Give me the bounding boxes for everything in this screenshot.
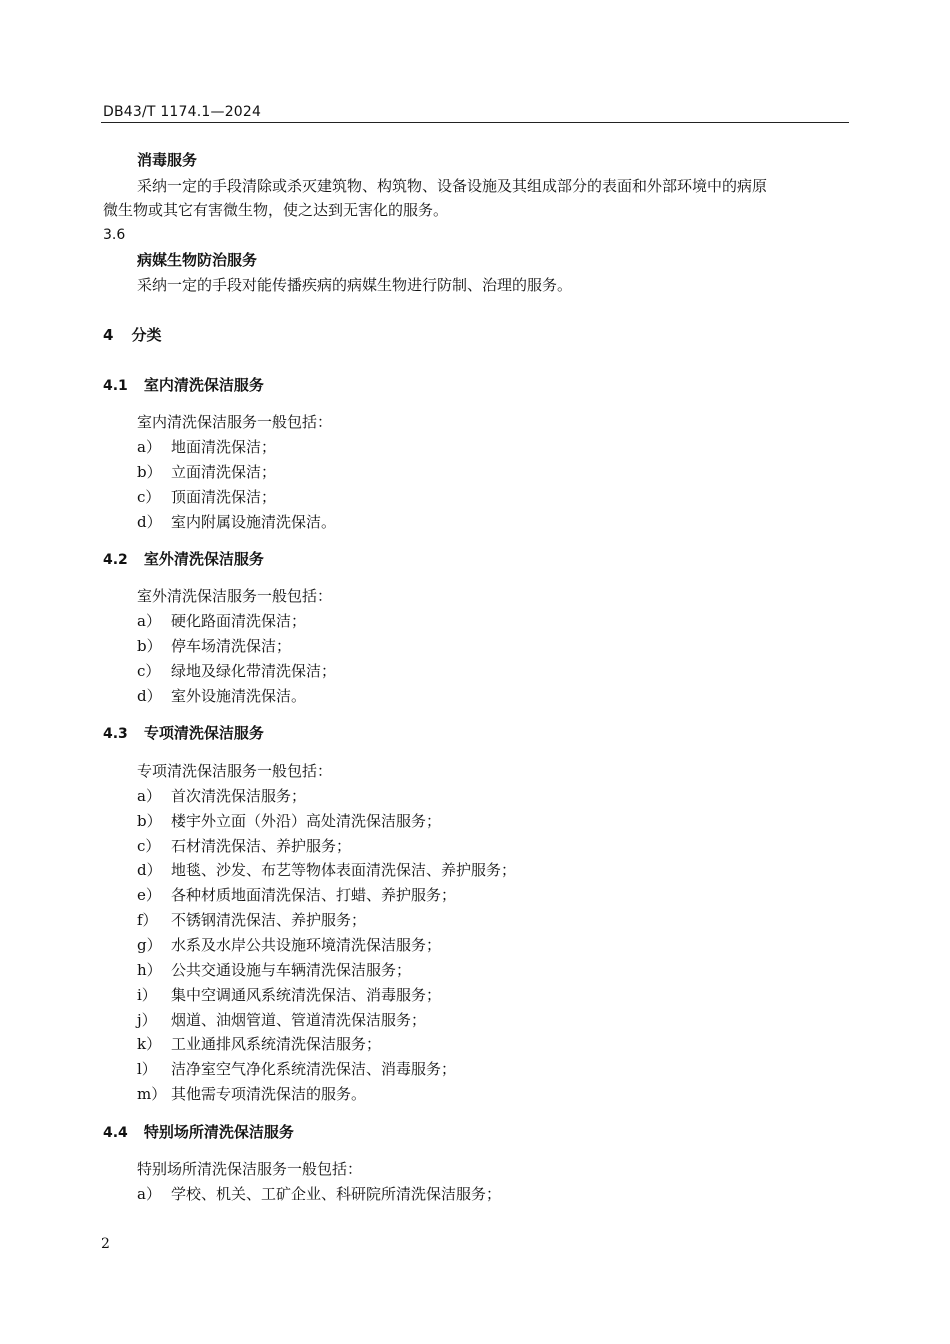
section-heading <box>103 1122 294 1143</box>
list-item-mark: b） <box>137 463 162 481</box>
list-item-text: 不锈钢清洗保洁、养护服务； <box>171 911 367 929</box>
list-item-mark: a） <box>137 1185 161 1203</box>
list-item-text: 绿地及绿化带清洗保洁； <box>171 662 337 680</box>
section-heading <box>103 375 264 396</box>
list-item-mark: a） <box>137 438 161 456</box>
list-item-mark: f） <box>137 911 158 929</box>
list-item-mark: a） <box>137 612 161 630</box>
chapter-heading <box>103 325 161 345</box>
list-item <box>137 935 441 955</box>
list-item <box>137 885 456 905</box>
list-item-text: 烟道、油烟管道、管道清洗保洁服务； <box>171 1011 427 1029</box>
section-number: 4.2 <box>103 552 128 568</box>
list-item-text: 学校、机关、工矿企业、科研院所清洗保洁服务； <box>171 1185 502 1203</box>
list-item-mark: d） <box>137 861 162 879</box>
list-item-mark: c） <box>137 837 161 855</box>
list-item-text: 其他需专项清洗保洁的服务。 <box>171 1085 367 1103</box>
list-item-text: 公共交通设施与车辆清洗保洁服务； <box>171 961 412 979</box>
section-title: 专项清洗保洁服务 <box>143 724 264 742</box>
list-item <box>137 1034 381 1054</box>
list-item-text: 室外设施清洗保洁。 <box>171 687 307 705</box>
list-item-text: 各种材质地面清洗保洁、打蜡、养护服务； <box>171 886 457 904</box>
list-item <box>137 462 276 482</box>
section-intro: 室外清洗保洁服务一般包括： <box>137 587 333 605</box>
list-item-mark: b） <box>137 812 162 830</box>
section-title: 室外清洗保洁服务 <box>143 550 264 568</box>
list-item-mark: m） <box>137 1085 167 1103</box>
list-item <box>137 1010 426 1030</box>
section-intro: 室内清洗保洁服务一般包括： <box>137 413 333 431</box>
list-item-text: 室内附属设施清洗保洁。 <box>171 513 337 531</box>
term-definition-line: 采纳一定的手段对能传播疾病的病媒生物进行防制、治理的服务。 <box>137 276 573 294</box>
section-heading <box>103 549 264 570</box>
list-item-text: 立面清洗保洁； <box>171 463 277 481</box>
list-item-text: 顶面清洗保洁； <box>171 488 277 506</box>
list-item <box>137 811 441 831</box>
section-number: 4.4 <box>103 1125 128 1141</box>
list-item-mark: e） <box>137 886 161 904</box>
list-item-mark: c） <box>137 488 161 506</box>
section-number: 4.3 <box>103 726 128 742</box>
list-item <box>137 636 291 656</box>
list-item-text: 楼宇外立面（外沿）高处清洗保洁服务； <box>171 812 442 830</box>
section-title: 特别场所清洗保洁服务 <box>143 1123 294 1141</box>
term-definition-line: 微生物或其它有害微生物，使之达到无害化的服务。 <box>103 201 449 219</box>
list-item <box>137 860 516 880</box>
list-item <box>137 686 306 706</box>
list-item-mark: l） <box>137 1060 157 1078</box>
list-item <box>137 836 351 856</box>
list-item-mark: d） <box>137 687 162 705</box>
list-item-text: 石材清洗保洁、养护服务； <box>171 837 352 855</box>
list-item-mark: k） <box>137 1035 162 1053</box>
list-item-text: 停车场清洗保洁； <box>171 637 292 655</box>
list-item <box>137 661 336 681</box>
list-item-mark: d） <box>137 513 162 531</box>
list-item-text: 水系及水岸公共设施环境清洗保洁服务； <box>171 936 442 954</box>
list-item-mark: h） <box>137 961 162 979</box>
list-item <box>137 910 366 930</box>
list-item <box>137 487 276 507</box>
list-item <box>137 786 306 806</box>
list-item-text: 硬化路面清洗保洁； <box>171 612 307 630</box>
list-item <box>137 960 411 980</box>
page-number: 2 <box>101 1236 110 1252</box>
term-definition-line: 采纳一定的手段清除或杀灭建筑物、构筑物、设备设施及其组成部分的表面和外部环境中的病原 <box>137 177 768 195</box>
list-item-mark: a） <box>137 787 161 805</box>
list-item-mark: j） <box>137 1011 157 1029</box>
list-item <box>137 985 441 1005</box>
section-intro: 特别场所清洗保洁服务一般包括： <box>137 1160 363 1178</box>
list-item-mark: c） <box>137 662 161 680</box>
list-item-text: 首次清洗保洁服务； <box>171 787 307 805</box>
list-item-text: 洁净室空气净化系统清洗保洁、消毒服务； <box>171 1060 457 1078</box>
list-item <box>137 611 306 631</box>
chapter-title: 分类 <box>131 326 162 344</box>
term-title: 病媒生物防治服务 <box>137 251 258 269</box>
chapter-number: 4 <box>103 326 114 344</box>
term-title: 消毒服务 <box>137 151 198 169</box>
document-code: DB43/T 1174.1—2024 <box>103 104 262 120</box>
section-intro: 专项清洗保洁服务一般包括： <box>137 762 333 780</box>
section-title: 室内清洗保洁服务 <box>143 376 264 394</box>
list-item-mark: g） <box>137 936 162 954</box>
header-rule <box>101 122 849 123</box>
list-item <box>137 1084 366 1104</box>
list-item-text: 工业通排风系统清洗保洁服务； <box>171 1035 382 1053</box>
list-item-mark: b） <box>137 637 162 655</box>
list-item <box>137 437 276 457</box>
list-item <box>137 1059 456 1079</box>
list-item-text: 地面清洗保洁； <box>171 438 277 456</box>
list-item <box>137 512 336 532</box>
section-heading <box>103 723 264 744</box>
section-number: 4.1 <box>103 378 128 394</box>
list-item <box>137 1184 501 1204</box>
list-item-text: 集中空调通风系统清洗保洁、消毒服务； <box>171 986 442 1004</box>
term-number: 3.6 <box>103 227 126 243</box>
list-item-mark: i） <box>137 986 157 1004</box>
list-item-text: 地毯、沙发、布艺等物体表面清洗保洁、养护服务； <box>171 861 517 879</box>
